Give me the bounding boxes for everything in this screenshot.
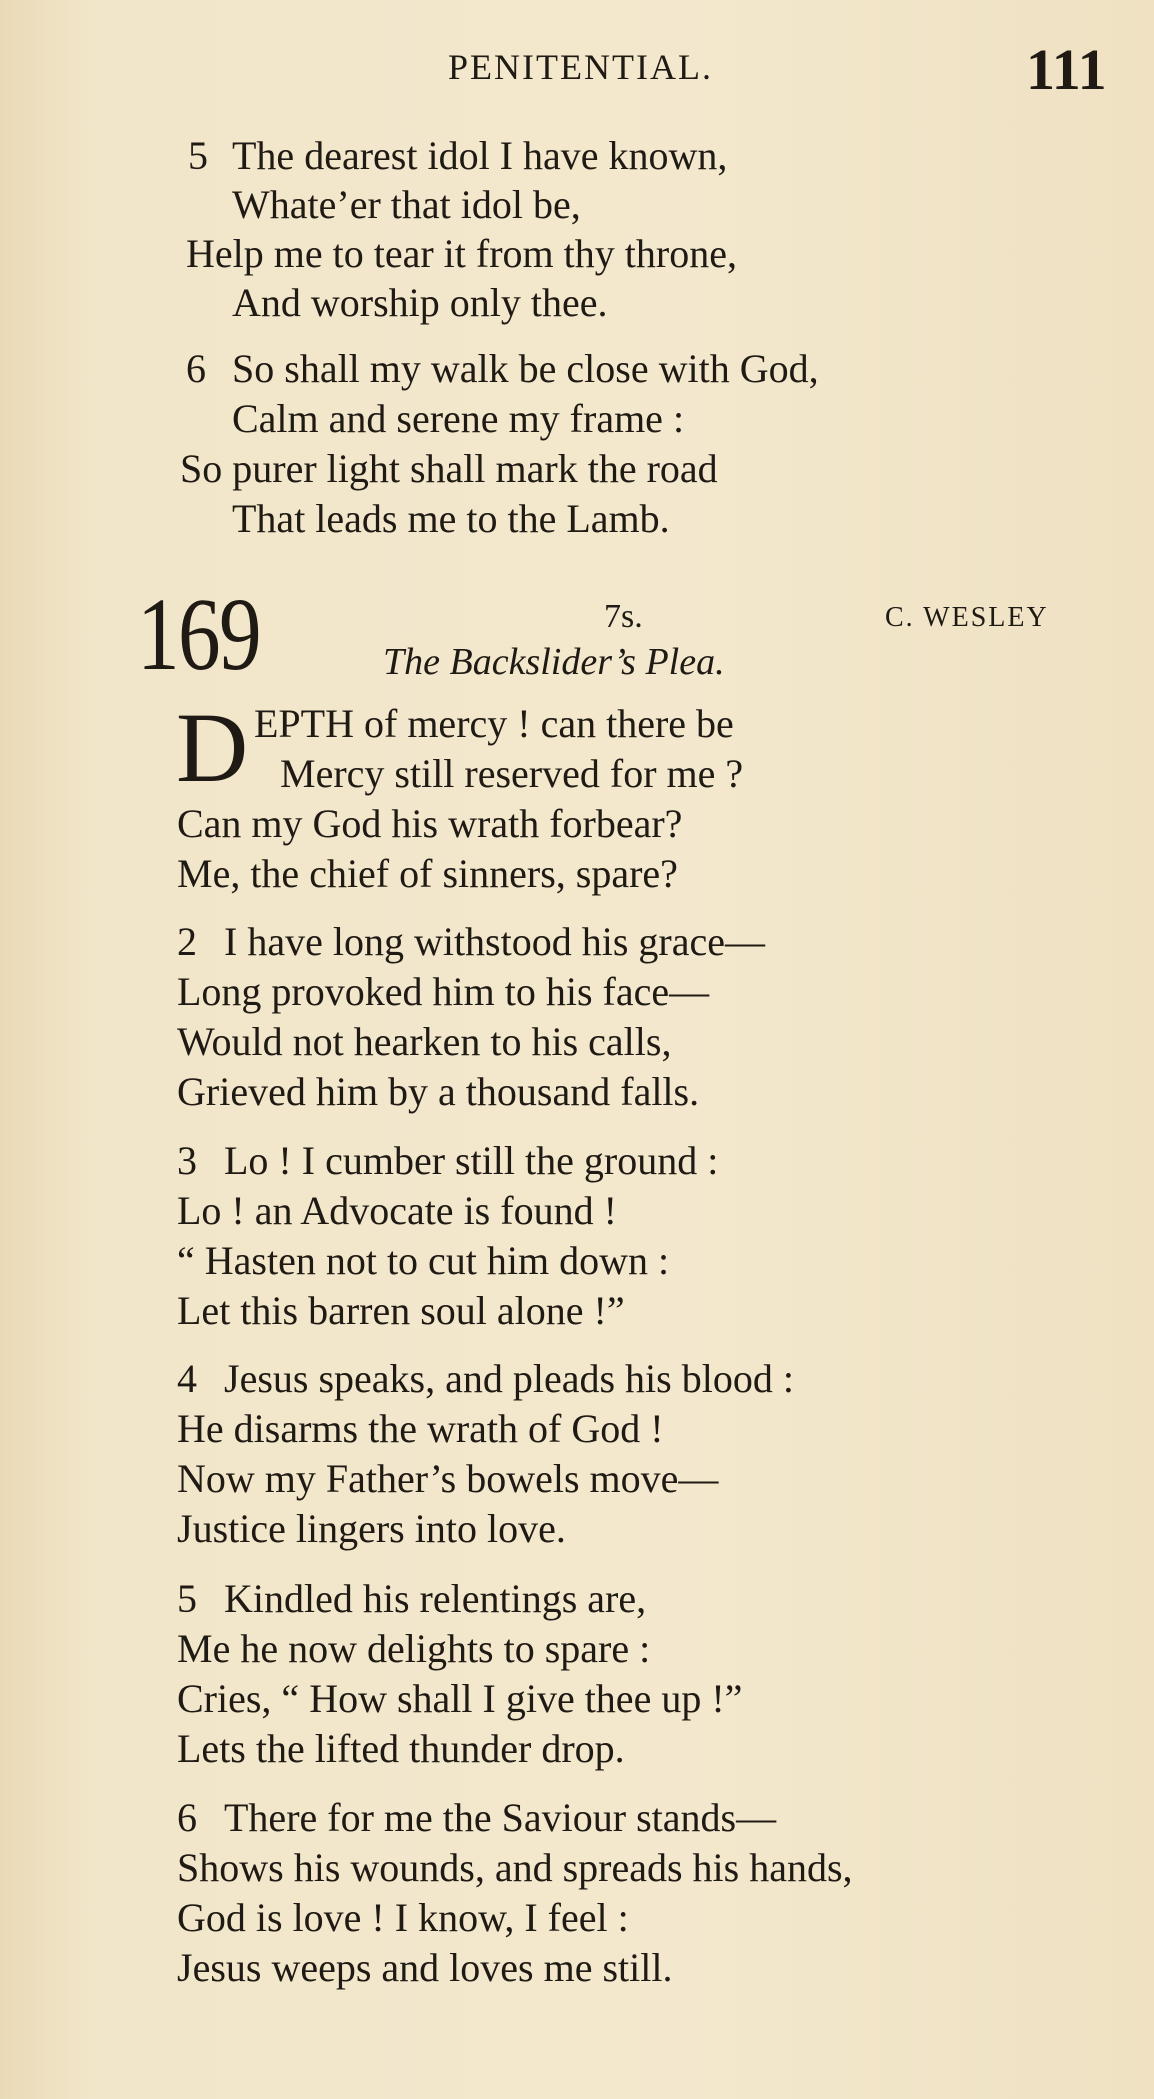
verse-line: Grieved him by a thousand falls.: [177, 1069, 700, 1114]
stanza-number: 5: [188, 133, 208, 178]
stanza-number: 6: [177, 1795, 197, 1840]
stanza-number: 5: [177, 1576, 197, 1621]
hymn-meter: 7s.: [604, 598, 643, 635]
verse-line: Help me to tear it from thy throne,: [186, 231, 737, 276]
verse-line: “ Hasten not to cut him down :: [177, 1238, 670, 1283]
stanza-number: 6: [186, 346, 206, 391]
verse-line: There for me the Saviour stands—: [224, 1795, 777, 1840]
verse-line: Kindled his relentings are,: [224, 1576, 647, 1621]
verse-line: Lets the lifted thunder drop.: [177, 1726, 625, 1771]
stanza-number: 4: [177, 1356, 197, 1401]
verse-line: EPTH of mercy ! can there be: [254, 701, 734, 746]
verse-line: Justice lingers into love.: [177, 1506, 566, 1551]
verse-line: So shall my walk be close with God,: [232, 346, 819, 391]
drop-cap: D: [176, 692, 249, 803]
verse-line: So purer light shall mark the road: [180, 446, 718, 491]
verse-line: Whate’er that idol be,: [232, 182, 581, 227]
verse-line: Me he now delights to spare :: [177, 1626, 651, 1671]
verse-line: Long provoked him to his face—: [177, 969, 710, 1014]
verse-line: Shows his wounds, and spreads his hands,: [177, 1845, 853, 1890]
verse-line: Jesus speaks, and pleads his blood :: [224, 1356, 794, 1401]
hymn-number: 169: [137, 577, 260, 692]
verse-line: Lo ! I cumber still the ground :: [224, 1138, 719, 1183]
hymn-author: C. WESLEY: [885, 602, 1049, 633]
stanza-number: 2: [177, 919, 197, 964]
verse-line: He disarms the wrath of God !: [177, 1406, 664, 1451]
verse-line: Cries, “ How shall I give thee up !”: [177, 1676, 743, 1721]
verse-line: Can my God his wrath forbear?: [177, 801, 683, 846]
verse-line: Lo ! an Advocate is found !: [177, 1188, 617, 1233]
page-number: 111: [1026, 37, 1107, 102]
verse-line: Calm and serene my frame :: [232, 396, 685, 441]
verse-line: I have long withstood his grace—: [224, 919, 765, 964]
hymn-title: The Backslider’s Plea.: [383, 641, 725, 683]
verse-line: The dearest idol I have known,: [232, 133, 728, 178]
verse-line: Jesus weeps and loves me still.: [177, 1945, 673, 1990]
verse-line: Now my Father’s bowels move—: [177, 1456, 719, 1501]
verse-line: And worship only thee.: [232, 280, 608, 325]
stanza-number: 3: [177, 1138, 197, 1183]
verse-line: God is love ! I know, I feel :: [177, 1895, 629, 1940]
verse-line: That leads me to the Lamb.: [232, 496, 670, 541]
verse-line: Mercy still reserved for me ?: [280, 751, 744, 796]
running-head: PENITENTIAL.: [448, 47, 713, 87]
verse-line: Me, the chief of sinners, spare?: [177, 851, 678, 896]
verse-line: Would not hearken to his calls,: [177, 1019, 672, 1064]
verse-line: Let this barren soul alone !”: [177, 1288, 625, 1333]
